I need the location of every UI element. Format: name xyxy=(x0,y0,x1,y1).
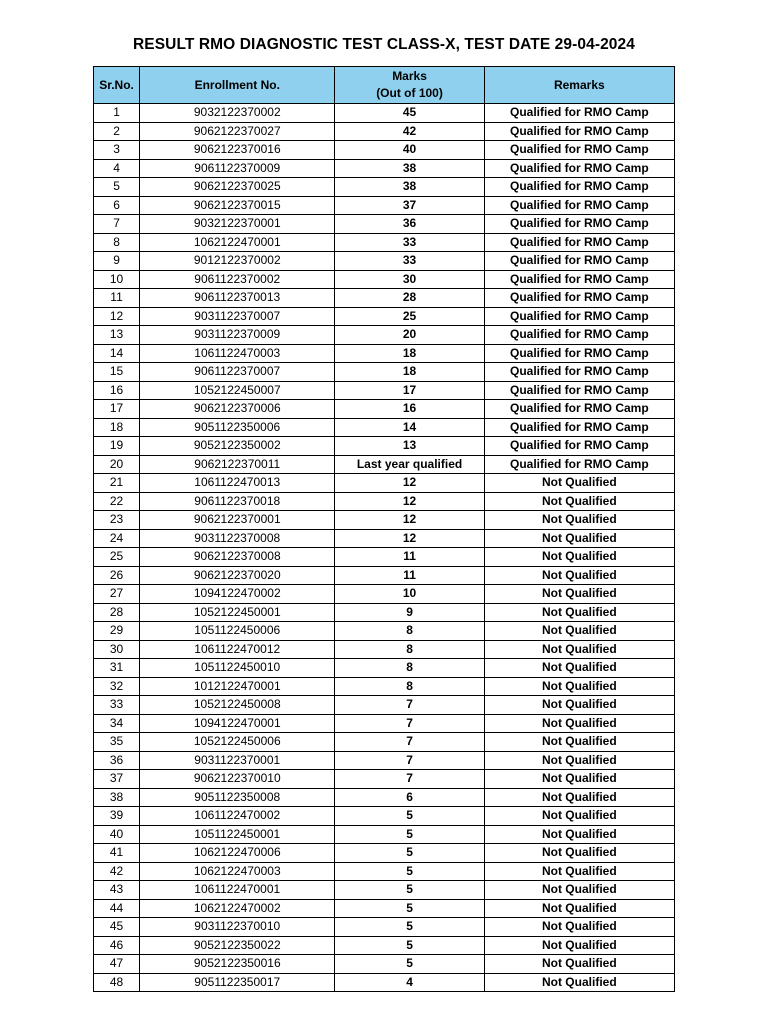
cell-remarks: Qualified for RMO Camp xyxy=(484,270,674,289)
cell-enrollment: 9052122350022 xyxy=(140,936,335,955)
table-row xyxy=(94,363,675,382)
table-row xyxy=(94,474,675,493)
cell-remarks: Not Qualified xyxy=(484,844,674,863)
cell-marks: 7 xyxy=(335,733,484,752)
cell-enrollment: 9051122350006 xyxy=(140,418,335,437)
cell-sr-no: 42 xyxy=(94,862,140,881)
cell-remarks: Not Qualified xyxy=(484,807,674,826)
table-row xyxy=(94,122,675,141)
cell-marks: 33 xyxy=(335,233,484,252)
table-row xyxy=(94,825,675,844)
table-row xyxy=(94,677,675,696)
cell-remarks: Qualified for RMO Camp xyxy=(484,400,674,419)
cell-sr-no: 8 xyxy=(94,233,140,252)
cell-enrollment: 1012122470001 xyxy=(140,677,335,696)
cell-remarks: Qualified for RMO Camp xyxy=(484,418,674,437)
header-marks-scale: (Out of 100) xyxy=(376,86,443,100)
cell-sr-no: 11 xyxy=(94,289,140,308)
cell-sr-no: 18 xyxy=(94,418,140,437)
cell-marks: 40 xyxy=(335,141,484,160)
cell-enrollment: 9051122350008 xyxy=(140,788,335,807)
cell-marks: 7 xyxy=(335,696,484,715)
cell-remarks: Not Qualified xyxy=(484,862,674,881)
table-row xyxy=(94,973,675,992)
cell-marks: 9 xyxy=(335,603,484,622)
cell-remarks: Not Qualified xyxy=(484,714,674,733)
cell-remarks: Not Qualified xyxy=(484,955,674,974)
header-marks xyxy=(335,67,484,104)
cell-enrollment: 9062122370006 xyxy=(140,400,335,419)
cell-marks: 12 xyxy=(335,511,484,530)
cell-enrollment: 9061122370009 xyxy=(140,159,335,178)
header-marks-label: Marks xyxy=(392,69,427,83)
cell-remarks: Not Qualified xyxy=(484,622,674,641)
cell-enrollment: 1052122450007 xyxy=(140,381,335,400)
cell-remarks: Not Qualified xyxy=(484,696,674,715)
cell-marks: 5 xyxy=(335,899,484,918)
cell-marks: 37 xyxy=(335,196,484,215)
table-row xyxy=(94,344,675,363)
table-row xyxy=(94,696,675,715)
cell-enrollment: 9031122370001 xyxy=(140,751,335,770)
cell-sr-no: 13 xyxy=(94,326,140,345)
cell-enrollment: 9062122370008 xyxy=(140,548,335,567)
cell-marks: 8 xyxy=(335,659,484,678)
cell-sr-no: 32 xyxy=(94,677,140,696)
cell-marks: 17 xyxy=(335,381,484,400)
cell-sr-no: 7 xyxy=(94,215,140,234)
cell-marks: 12 xyxy=(335,492,484,511)
cell-enrollment: 9031122370009 xyxy=(140,326,335,345)
cell-marks: Last year qualified xyxy=(335,455,484,474)
cell-marks: 16 xyxy=(335,400,484,419)
cell-remarks: Qualified for RMO Camp xyxy=(484,437,674,456)
cell-sr-no: 21 xyxy=(94,474,140,493)
table-row xyxy=(94,178,675,197)
cell-marks: 18 xyxy=(335,363,484,382)
cell-remarks: Not Qualified xyxy=(484,677,674,696)
cell-remarks: Not Qualified xyxy=(484,659,674,678)
cell-marks: 28 xyxy=(335,289,484,308)
cell-marks: 14 xyxy=(335,418,484,437)
cell-sr-no: 12 xyxy=(94,307,140,326)
cell-enrollment: 1061122470002 xyxy=(140,807,335,826)
cell-enrollment: 9031122370007 xyxy=(140,307,335,326)
cell-remarks: Not Qualified xyxy=(484,899,674,918)
cell-marks: 5 xyxy=(335,918,484,937)
cell-marks: 5 xyxy=(335,881,484,900)
cell-sr-no: 29 xyxy=(94,622,140,641)
cell-enrollment: 1052122450001 xyxy=(140,603,335,622)
cell-enrollment: 9032122370001 xyxy=(140,215,335,234)
cell-marks: 8 xyxy=(335,677,484,696)
cell-marks: 25 xyxy=(335,307,484,326)
cell-marks: 12 xyxy=(335,529,484,548)
table-row xyxy=(94,659,675,678)
cell-marks: 11 xyxy=(335,566,484,585)
cell-remarks: Not Qualified xyxy=(484,788,674,807)
cell-sr-no: 26 xyxy=(94,566,140,585)
cell-enrollment: 9062122370027 xyxy=(140,122,335,141)
cell-remarks: Not Qualified xyxy=(484,918,674,937)
cell-enrollment: 9031122370010 xyxy=(140,918,335,937)
cell-enrollment: 9031122370008 xyxy=(140,529,335,548)
cell-remarks: Qualified for RMO Camp xyxy=(484,307,674,326)
table-row xyxy=(94,400,675,419)
cell-sr-no: 35 xyxy=(94,733,140,752)
cell-sr-no: 24 xyxy=(94,529,140,548)
cell-enrollment: 1061122470013 xyxy=(140,474,335,493)
cell-enrollment: 1061122470012 xyxy=(140,640,335,659)
cell-sr-no: 1 xyxy=(94,104,140,123)
cell-enrollment: 1052122450008 xyxy=(140,696,335,715)
cell-sr-no: 25 xyxy=(94,548,140,567)
cell-marks: 12 xyxy=(335,474,484,493)
cell-sr-no: 3 xyxy=(94,141,140,160)
cell-enrollment: 9062122370015 xyxy=(140,196,335,215)
cell-marks: 30 xyxy=(335,270,484,289)
cell-remarks: Not Qualified xyxy=(484,566,674,585)
cell-remarks: Qualified for RMO Camp xyxy=(484,141,674,160)
table-row xyxy=(94,437,675,456)
table-row xyxy=(94,196,675,215)
cell-enrollment: 9062122370001 xyxy=(140,511,335,530)
cell-marks: 8 xyxy=(335,640,484,659)
cell-sr-no: 17 xyxy=(94,400,140,419)
cell-remarks: Not Qualified xyxy=(484,474,674,493)
cell-remarks: Not Qualified xyxy=(484,751,674,770)
cell-sr-no: 14 xyxy=(94,344,140,363)
cell-remarks: Qualified for RMO Camp xyxy=(484,233,674,252)
table-row xyxy=(94,585,675,604)
cell-marks: 5 xyxy=(335,844,484,863)
table-row xyxy=(94,751,675,770)
cell-marks: 5 xyxy=(335,862,484,881)
cell-enrollment: 9062122370020 xyxy=(140,566,335,585)
cell-marks: 42 xyxy=(335,122,484,141)
cell-enrollment: 1062122470001 xyxy=(140,233,335,252)
table-row xyxy=(94,511,675,530)
cell-sr-no: 31 xyxy=(94,659,140,678)
table-row xyxy=(94,936,675,955)
cell-sr-no: 9 xyxy=(94,252,140,271)
table-row xyxy=(94,326,675,345)
cell-sr-no: 33 xyxy=(94,696,140,715)
cell-sr-no: 46 xyxy=(94,936,140,955)
cell-remarks: Not Qualified xyxy=(484,770,674,789)
cell-sr-no: 40 xyxy=(94,825,140,844)
table-row xyxy=(94,307,675,326)
cell-marks: 5 xyxy=(335,825,484,844)
table-row xyxy=(94,640,675,659)
cell-remarks: Qualified for RMO Camp xyxy=(484,196,674,215)
cell-enrollment: 1051122450001 xyxy=(140,825,335,844)
cell-remarks: Qualified for RMO Camp xyxy=(484,363,674,382)
table-row xyxy=(94,492,675,511)
cell-marks: 7 xyxy=(335,714,484,733)
cell-marks: 6 xyxy=(335,788,484,807)
cell-marks: 38 xyxy=(335,178,484,197)
table-row xyxy=(94,788,675,807)
table-row xyxy=(94,418,675,437)
cell-enrollment: 9062122370025 xyxy=(140,178,335,197)
cell-remarks: Qualified for RMO Camp xyxy=(484,215,674,234)
cell-remarks: Qualified for RMO Camp xyxy=(484,122,674,141)
cell-sr-no: 10 xyxy=(94,270,140,289)
cell-sr-no: 30 xyxy=(94,640,140,659)
cell-remarks: Qualified for RMO Camp xyxy=(484,326,674,345)
cell-remarks: Qualified for RMO Camp xyxy=(484,381,674,400)
cell-remarks: Not Qualified xyxy=(484,825,674,844)
header-remarks: Remarks xyxy=(484,67,674,104)
cell-enrollment: 9061122370018 xyxy=(140,492,335,511)
cell-remarks: Qualified for RMO Camp xyxy=(484,104,674,123)
cell-marks: 5 xyxy=(335,955,484,974)
cell-marks: 45 xyxy=(335,104,484,123)
cell-remarks: Qualified for RMO Camp xyxy=(484,178,674,197)
cell-sr-no: 37 xyxy=(94,770,140,789)
table-row xyxy=(94,215,675,234)
cell-enrollment: 9032122370002 xyxy=(140,104,335,123)
cell-remarks: Not Qualified xyxy=(484,936,674,955)
cell-remarks: Not Qualified xyxy=(484,548,674,567)
cell-enrollment: 1062122470003 xyxy=(140,862,335,881)
cell-sr-no: 28 xyxy=(94,603,140,622)
cell-sr-no: 20 xyxy=(94,455,140,474)
cell-sr-no: 4 xyxy=(94,159,140,178)
table-row xyxy=(94,714,675,733)
cell-sr-no: 19 xyxy=(94,437,140,456)
table-row xyxy=(94,770,675,789)
cell-marks: 8 xyxy=(335,622,484,641)
cell-marks: 4 xyxy=(335,973,484,992)
cell-enrollment: 1061122470001 xyxy=(140,881,335,900)
cell-remarks: Not Qualified xyxy=(484,511,674,530)
cell-marks: 7 xyxy=(335,751,484,770)
cell-sr-no: 34 xyxy=(94,714,140,733)
cell-marks: 33 xyxy=(335,252,484,271)
cell-enrollment: 1094122470001 xyxy=(140,714,335,733)
table-row xyxy=(94,548,675,567)
table-row xyxy=(94,159,675,178)
cell-enrollment: 1094122470002 xyxy=(140,585,335,604)
table-row xyxy=(94,622,675,641)
table-row xyxy=(94,955,675,974)
cell-enrollment: 9062122370010 xyxy=(140,770,335,789)
table-row xyxy=(94,603,675,622)
table-row xyxy=(94,733,675,752)
cell-sr-no: 36 xyxy=(94,751,140,770)
cell-enrollment: 1051122450010 xyxy=(140,659,335,678)
cell-enrollment: 1051122450006 xyxy=(140,622,335,641)
table-row xyxy=(94,270,675,289)
cell-remarks: Qualified for RMO Camp xyxy=(484,344,674,363)
cell-sr-no: 2 xyxy=(94,122,140,141)
cell-remarks: Not Qualified xyxy=(484,973,674,992)
cell-enrollment: 9052122350002 xyxy=(140,437,335,456)
cell-marks: 13 xyxy=(335,437,484,456)
cell-marks: 18 xyxy=(335,344,484,363)
result-table xyxy=(93,66,675,992)
cell-sr-no: 45 xyxy=(94,918,140,937)
table-row xyxy=(94,252,675,271)
cell-remarks: Qualified for RMO Camp xyxy=(484,252,674,271)
cell-sr-no: 6 xyxy=(94,196,140,215)
cell-enrollment: 9061122370002 xyxy=(140,270,335,289)
cell-sr-no: 38 xyxy=(94,788,140,807)
cell-sr-no: 44 xyxy=(94,899,140,918)
cell-enrollment: 9051122350017 xyxy=(140,973,335,992)
cell-remarks: Qualified for RMO Camp xyxy=(484,455,674,474)
table-row xyxy=(94,289,675,308)
cell-marks: 5 xyxy=(335,807,484,826)
table-header-row xyxy=(94,67,675,104)
cell-enrollment: 1062122470002 xyxy=(140,899,335,918)
table-row xyxy=(94,233,675,252)
cell-remarks: Not Qualified xyxy=(484,640,674,659)
cell-sr-no: 39 xyxy=(94,807,140,826)
cell-enrollment: 9052122350016 xyxy=(140,955,335,974)
result-table-body xyxy=(94,104,675,992)
table-row xyxy=(94,381,675,400)
cell-marks: 7 xyxy=(335,770,484,789)
table-row xyxy=(94,104,675,123)
cell-sr-no: 22 xyxy=(94,492,140,511)
cell-enrollment: 9061122370007 xyxy=(140,363,335,382)
table-row xyxy=(94,566,675,585)
cell-remarks: Qualified for RMO Camp xyxy=(484,159,674,178)
cell-sr-no: 47 xyxy=(94,955,140,974)
table-row xyxy=(94,141,675,160)
header-sr-no: Sr.No. xyxy=(94,67,140,104)
cell-marks: 5 xyxy=(335,936,484,955)
cell-marks: 11 xyxy=(335,548,484,567)
cell-sr-no: 16 xyxy=(94,381,140,400)
cell-remarks: Qualified for RMO Camp xyxy=(484,289,674,308)
cell-remarks: Not Qualified xyxy=(484,529,674,548)
cell-remarks: Not Qualified xyxy=(484,881,674,900)
cell-enrollment: 1062122470006 xyxy=(140,844,335,863)
table-row xyxy=(94,529,675,548)
header-enrollment: Enrollment No. xyxy=(140,67,335,104)
cell-sr-no: 43 xyxy=(94,881,140,900)
cell-remarks: Not Qualified xyxy=(484,585,674,604)
cell-sr-no: 23 xyxy=(94,511,140,530)
cell-sr-no: 5 xyxy=(94,178,140,197)
cell-enrollment: 9062122370016 xyxy=(140,141,335,160)
cell-enrollment: 1052122450006 xyxy=(140,733,335,752)
table-row xyxy=(94,844,675,863)
cell-sr-no: 41 xyxy=(94,844,140,863)
cell-sr-no: 15 xyxy=(94,363,140,382)
cell-marks: 10 xyxy=(335,585,484,604)
table-row xyxy=(94,455,675,474)
cell-remarks: Not Qualified xyxy=(484,492,674,511)
cell-enrollment: 9062122370011 xyxy=(140,455,335,474)
cell-enrollment: 9012122370002 xyxy=(140,252,335,271)
cell-sr-no: 48 xyxy=(94,973,140,992)
cell-marks: 20 xyxy=(335,326,484,345)
table-row xyxy=(94,899,675,918)
cell-enrollment: 9061122370013 xyxy=(140,289,335,308)
cell-marks: 38 xyxy=(335,159,484,178)
page-title: RESULT RMO DIAGNOSTIC TEST CLASS-X, TEST DATE 29-04-2024 xyxy=(133,36,635,53)
cell-remarks: Not Qualified xyxy=(484,733,674,752)
cell-sr-no: 27 xyxy=(94,585,140,604)
cell-remarks: Not Qualified xyxy=(484,603,674,622)
table-row xyxy=(94,881,675,900)
table-row xyxy=(94,918,675,937)
cell-enrollment: 1061122470003 xyxy=(140,344,335,363)
table-row xyxy=(94,862,675,881)
table-row xyxy=(94,807,675,826)
cell-marks: 36 xyxy=(335,215,484,234)
